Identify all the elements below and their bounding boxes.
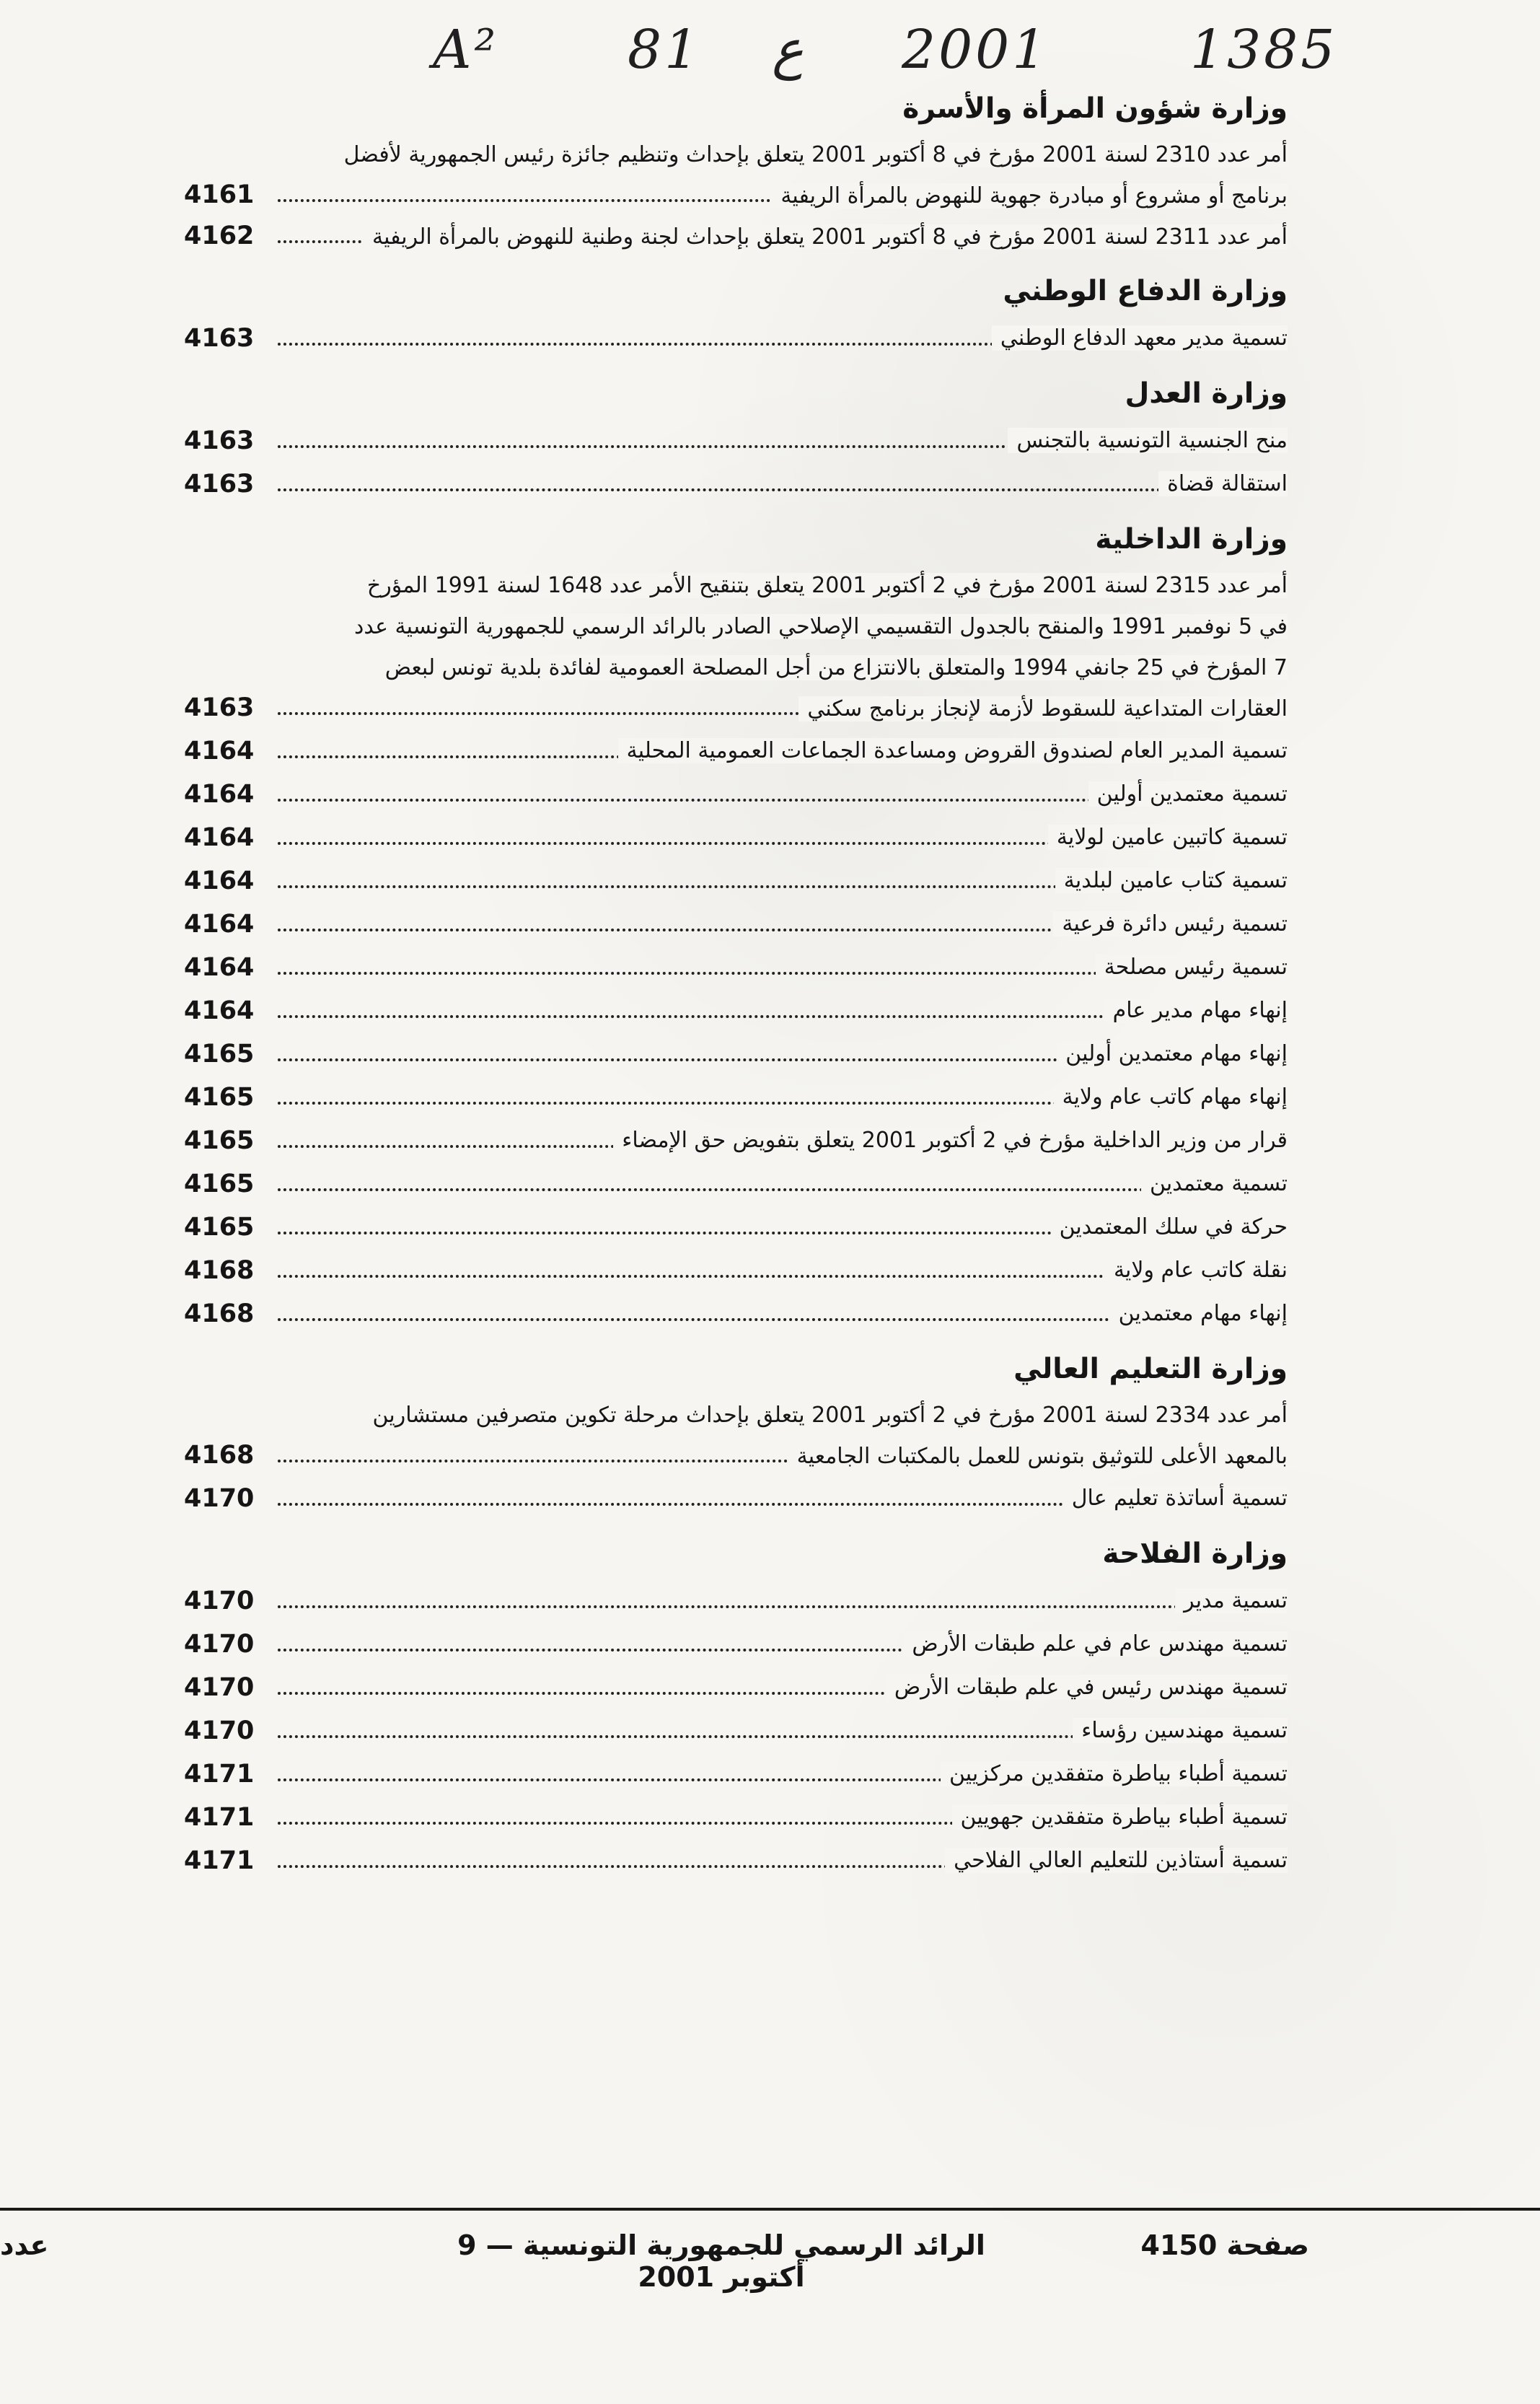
toc-entry: [184, 1623, 1288, 1666]
entry-page-number: 4163: [184, 426, 255, 455]
toc-entry: [184, 903, 1288, 946]
toc-entry: [184, 462, 1288, 506]
entry-page-number: 4170: [184, 1484, 255, 1513]
toc-entry: [184, 1076, 1288, 1119]
entry-text: تسمية رئيس دائرة فرعية: [335, 903, 1288, 946]
page-label: صفحة 4150: [1140, 2229, 1309, 2261]
entry-page-number: 4165: [184, 1213, 255, 1242]
entry-page-number: 4164: [184, 823, 255, 852]
page-footer: [0, 2229, 1540, 2293]
entry-page-number: 4168: [184, 1441, 255, 1470]
entry-page-number: 4164: [184, 867, 255, 895]
toc-entry: [184, 989, 1288, 1032]
toc-entry: [184, 1579, 1288, 1623]
toc-entry: [184, 1839, 1288, 1882]
entry-text: تسمية مهندس رئيس في علم طبقات الأرض: [335, 1666, 1288, 1709]
toc-entry: [184, 317, 1288, 360]
entry-page-number: 4163: [184, 470, 255, 499]
entry-text: تسمية معتمدين: [335, 1162, 1288, 1206]
section-title: وزارة الفلاحة: [1102, 1537, 1288, 1570]
journal-title: الرائد الرسمي للجمهورية التونسية — 9 أكتوبر 2001: [457, 2229, 985, 2293]
toc-entry: [184, 419, 1288, 462]
toc-entry: [184, 1292, 1288, 1335]
handwritten-item: ع: [772, 19, 804, 81]
toc-entry: [184, 859, 1288, 903]
toc-entry: [184, 1666, 1288, 1709]
section-title: وزارة التعليم العالي: [1013, 1353, 1288, 1385]
section-title: وزارة الدفاع الوطني: [1003, 275, 1288, 307]
handwritten-item: 81: [628, 19, 702, 81]
toc-entry: [184, 773, 1288, 816]
entry-page-number: 4171: [184, 1760, 255, 1789]
entry-page-number: 4165: [184, 1083, 255, 1112]
handwritten-item: A²: [433, 19, 499, 81]
entry-page-number: 4164: [184, 780, 255, 809]
toc-entry: [184, 1752, 1288, 1796]
entry-page-number: 4165: [184, 1170, 255, 1198]
entry-page-number: 4170: [184, 1673, 255, 1702]
entry-page-number: 4170: [184, 1587, 255, 1615]
entry-text: إنهاء مهام معتمدين: [335, 1292, 1288, 1335]
entry-page-number: 4161: [184, 180, 255, 209]
entry-text: أمر عدد 2315 لسنة 2001 مؤرخ في 2 أكتوبر 2001 يتعلق بتنقيح الأمر عدد 1648 لسنة 1991 المؤرخ في 5 نوفمبر 1991 والمنقح بالجدول التقسيمي الإصلاحي الصادر بالرائد الرسمي للجمهورية التونسية عدد 7 المؤرخ في 25 جانفي 1994 والمتعلق بالانتزاع من أجل المصلحة العمومية لفائدة بلدية تونس لبعض العقارات المتداعية للسقوط لأزمة لإنجاز برنامج سكني: [353, 573, 1288, 721]
entry-page-number: 4165: [184, 1040, 255, 1069]
section-title: وزارة شؤون المرأة والأسرة: [902, 92, 1288, 125]
toc-entry: [184, 1796, 1288, 1839]
toc-entry: [184, 1032, 1288, 1076]
entry-text: تسمية مدير: [335, 1579, 1288, 1623]
entry-text: تسمية مدير معهد الدفاع الوطني: [335, 317, 1288, 360]
entry-page-number: 4164: [184, 996, 255, 1025]
entry-page-number: 4164: [184, 953, 255, 982]
table-of-contents: [184, 87, 1288, 2150]
entry-text: تسمية أساتذة تعليم عال: [335, 1477, 1288, 1520]
entry-text: أمر عدد 2334 لسنة 2001 مؤرخ في 2 أكتوبر 2001 يتعلق بإحداث مرحلة تكوين متصرفين مستشارين بالمعهد الأعلى للتوثيق بتونس للعمل بالمكتبات الجامعية: [372, 1403, 1288, 1469]
entry-text: تسمية رئيس مصلحة: [335, 946, 1288, 989]
entry-page-number: 4165: [184, 1126, 255, 1155]
entry-page-number: 4162: [184, 221, 255, 250]
toc-entry: [184, 946, 1288, 989]
toc-entry: [184, 816, 1288, 859]
toc-entry: [184, 1249, 1288, 1292]
toc-entry: [184, 1206, 1288, 1249]
entry-text: إنهاء مهام مدير عام: [335, 989, 1288, 1032]
entry-text: أمر عدد 2311 لسنة 2001 مؤرخ في 8 أكتوبر 2001 يتعلق بإحداث لجنة وطنية للنهوض بالمرأة الريفية: [335, 216, 1288, 258]
entry-page-number: 4168: [184, 1256, 255, 1285]
entry-page-number: 4171: [184, 1803, 255, 1832]
entry-text: أمر عدد 2310 لسنة 2001 مؤرخ في 8 أكتوبر 2001 يتعلق بإحداث وتنظيم جائزة رئيس الجمهورية لأفضل برنامج أو مشروع أو مبادرة جهوية للنهوض بالمرأة الريفية: [343, 142, 1288, 209]
entry-text: قرار من وزير الداخلية مؤرخ في 2 أكتوبر 2001 يتعلق بتفويض حق الإمضاء: [335, 1119, 1288, 1162]
entry-page-number: 4163: [184, 324, 255, 353]
entry-text: تسمية معتمدين أولين: [335, 773, 1288, 816]
entry-text: إنهاء مهام معتمدين أولين: [335, 1032, 1288, 1076]
toc-entry: [184, 1395, 1288, 1477]
toc-entry: [184, 1162, 1288, 1206]
entry-text: تسمية كاتبين عامين لولاية: [335, 816, 1288, 859]
entry-page-number: 4170: [184, 1716, 255, 1745]
toc-entry: [184, 729, 1288, 773]
entry-text: تسمية أستاذين للتعليم العالي الفلاحي: [335, 1839, 1288, 1882]
section-title: وزارة العدل: [1125, 377, 1288, 410]
entry-page-number: 4171: [184, 1846, 255, 1875]
entry-text: نقلة كاتب عام ولاية: [335, 1249, 1288, 1292]
entry-text: تسمية أطباء بياطرة متفقدين مركزيين: [335, 1752, 1288, 1796]
entry-text: تسمية أطباء بياطرة متفقدين جهويين: [335, 1796, 1288, 1839]
entry-page-number: 4164: [184, 910, 255, 939]
footer-fragment: عدد: [0, 2229, 49, 2261]
entry-text: منح الجنسية التونسية بالتجنس: [335, 419, 1288, 462]
entry-text: تسمية المدير العام لصندوق القروض ومساعدة الجماعات العمومية المحلية: [335, 729, 1288, 773]
entry-text: استقالة قضاة: [335, 462, 1288, 506]
toc-entry: [184, 216, 1288, 258]
handwritten-item: 2001: [902, 19, 1050, 81]
footer-divider: [0, 2208, 1540, 2211]
entry-page-number: 4164: [184, 737, 255, 765]
entry-text: إنهاء مهام كاتب عام ولاية: [335, 1076, 1288, 1119]
toc-entry: [184, 134, 1288, 216]
handwritten-item: 1385: [1190, 19, 1338, 81]
toc-entry: [184, 565, 1288, 729]
entry-text: تسمية مهندسين رؤساء: [335, 1709, 1288, 1752]
toc-entry: [184, 1709, 1288, 1752]
entry-text: حركة في سلك المعتمدين: [335, 1206, 1288, 1249]
toc-entry: [184, 1119, 1288, 1162]
entry-text: تسمية كتاب عامين لبلدية: [335, 859, 1288, 903]
toc-entry: [184, 1477, 1288, 1520]
entry-page-number: 4170: [184, 1630, 255, 1659]
handwritten-reference: [433, 6, 1349, 85]
section-title: وزارة الداخلية: [1095, 523, 1288, 556]
entry-page-number: 4163: [184, 693, 255, 722]
entry-text: تسمية مهندس عام في علم طبقات الأرض: [335, 1623, 1288, 1666]
entry-page-number: 4168: [184, 1299, 255, 1328]
